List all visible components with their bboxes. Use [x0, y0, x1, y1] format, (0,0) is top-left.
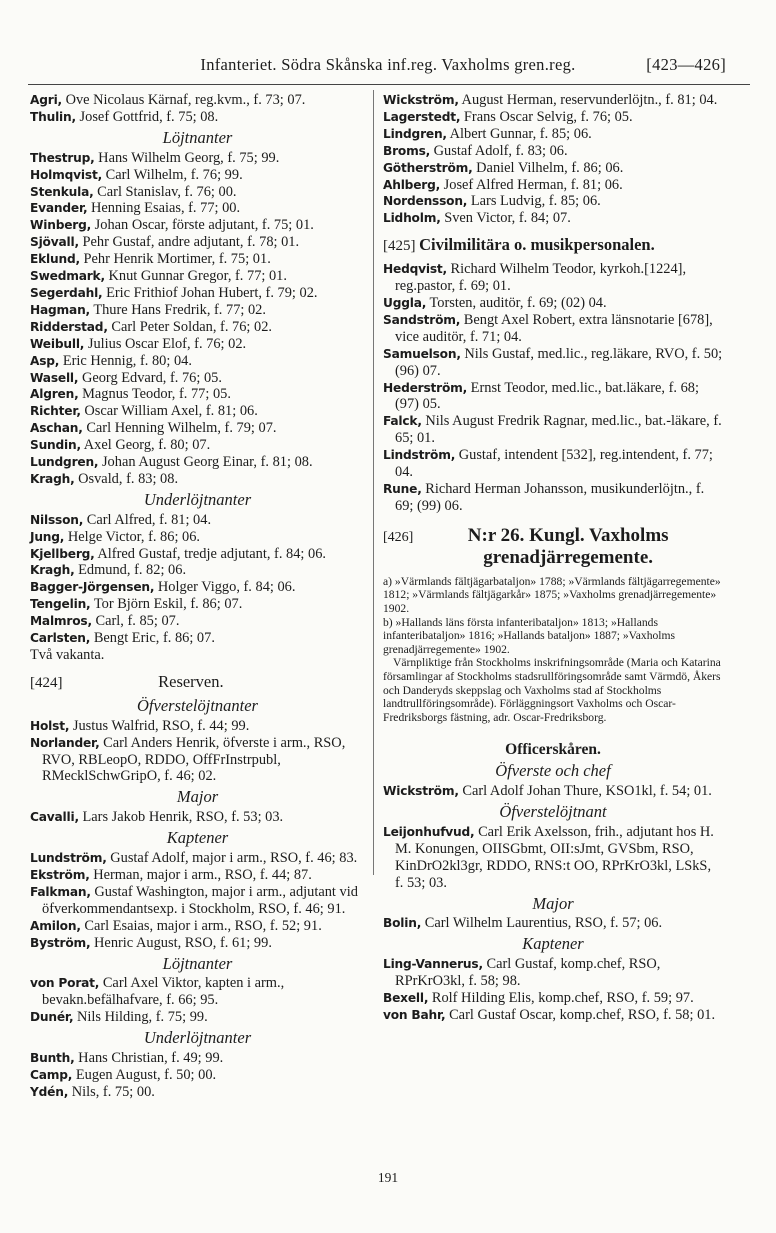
entry-surname: Nilsson,: [30, 512, 84, 527]
roster-entry: [383, 109, 723, 126]
entry-details: Helge Victor, f. 86; 06.: [64, 528, 201, 545]
entry-surname: Nordensson,: [383, 194, 468, 209]
roster-entry: [383, 824, 723, 892]
entry-details: Carl Gustaf, komp.chef, RSO, RPrKrO3kl, f. 58; 98.: [395, 956, 661, 990]
entry-surname: Ridderstad,: [30, 319, 108, 334]
entry-surname: Leijonhufvud,: [383, 824, 475, 839]
roster-entry: [383, 990, 723, 1007]
entry-details: Gustaf Adolf, f. 83; 06.: [430, 142, 568, 159]
section-number: [426]: [383, 529, 414, 545]
entry-surname: Byström,: [30, 935, 91, 950]
entry-surname: von Porat,: [30, 976, 100, 991]
entry-details: Gustaf Washington, major i arm., adjutant vid öfverkommendantsexp. i Stockholm, RSO, f. 46; 91.: [42, 883, 358, 917]
section-reserven: [30, 671, 365, 692]
entry-details: Georg Edvard, f. 76; 05.: [78, 369, 222, 386]
roster-entry: [383, 193, 723, 210]
roster-entry: [30, 562, 365, 579]
entry-details: Albert Gunnar, f. 85; 06.: [446, 125, 592, 142]
heading-lojtnanter: Löjtnanter: [162, 127, 233, 147]
officers-title: Officerskåren.: [505, 741, 601, 759]
entry-surname: Kjellberg,: [30, 546, 95, 561]
entry-surname: Algren,: [30, 387, 79, 402]
section-title: Reserven.: [158, 671, 224, 691]
entry-details: Lars Ludvig, f. 85; 06.: [467, 193, 601, 210]
entry-surname: Wasell,: [30, 370, 79, 385]
entry-surname: Wickström,: [383, 93, 459, 107]
entry-surname: Segerdahl,: [30, 285, 103, 300]
entry-surname: Rune,: [383, 481, 422, 496]
entry-details: Hans Wilhelm Georg, f. 75; 99.: [94, 149, 280, 166]
entry-surname: Bagger-Jörgensen,: [30, 580, 155, 595]
entry-details: August Herman, reservunderlöjtn., f. 81; 04.: [458, 92, 718, 108]
entry-details: Johan Oscar, förste adjutant, f. 75; 01.: [91, 217, 314, 234]
entry-details: Daniel Vilhelm, f. 86; 06.: [472, 159, 624, 176]
header-rule: [28, 84, 750, 85]
entry-details: Henning Esaias, f. 77; 00.: [87, 200, 241, 217]
entry-surname: Norlander,: [30, 735, 100, 750]
heading-underlojtnanter-reserve: Underlöjtnanter: [143, 1028, 252, 1048]
entry-surname: Bunth,: [30, 1051, 75, 1066]
entry-list: [383, 824, 723, 892]
roster-entry: [383, 295, 723, 312]
roster-entry: [30, 1009, 365, 1026]
entry-surname: Malmros,: [30, 614, 92, 629]
entry-surname: Aschan,: [30, 421, 83, 436]
entry-surname: Hagman,: [30, 302, 90, 317]
page-number: 191: [377, 1170, 399, 1185]
heading-ofverstelojtnant: Öfverstelöjtnant: [499, 802, 607, 821]
roster-entry: [30, 234, 365, 251]
entry-details: Josef Gottfrid, f. 75; 08.: [75, 108, 219, 125]
roster-entry: [30, 353, 365, 370]
entry-details: Axel Georg, f. 80; 07.: [80, 437, 211, 454]
roster-entry: [30, 596, 365, 613]
entry-details: Josef Alfred Herman, f. 81; 06.: [440, 176, 623, 193]
entry-surname: Falkman,: [30, 884, 91, 899]
entry-list: [383, 261, 723, 515]
entry-details: Carl Esaias, major i arm., RSO, f. 52; 91.: [80, 917, 322, 934]
roster-entry: [383, 956, 723, 990]
entry-surname: Agri,: [30, 93, 62, 107]
header-title: Infanteriet. Södra Skånska inf.reg. Vaxholms gren.reg.: [200, 55, 576, 74]
roster-entry: [30, 302, 365, 319]
roster-entry: [30, 735, 365, 786]
column-divider: [373, 90, 374, 875]
roster-entry: [30, 630, 365, 647]
entry-surname: Lagerstedt,: [383, 109, 461, 124]
roster-entry: [30, 403, 365, 420]
roster-entry: [383, 346, 723, 380]
heading-kaptener: Kaptener: [166, 828, 229, 848]
regiment-heading: [383, 525, 723, 569]
roster-entry: [30, 285, 365, 302]
running-header: [28, 55, 748, 75]
entry-details: Nils Hilding, f. 75; 99.: [73, 1009, 208, 1026]
heading-kaptener: Kaptener: [522, 934, 584, 954]
roster-entry: [30, 251, 365, 268]
roster-entry: [30, 184, 365, 201]
entry-surname: Wickström,: [383, 784, 459, 799]
entry-details: Carl Adolf Johan Thure, KSO1kl, f. 54; 01.: [458, 783, 712, 800]
entry-details: Eugen August, f. 50; 00.: [72, 1066, 217, 1083]
roster-entry: [30, 150, 365, 167]
entry-details: Henric August, RSO, f. 61; 99.: [90, 934, 272, 951]
entry-surname: Sjövall,: [30, 235, 79, 250]
entry-surname: Holmqvist,: [30, 167, 103, 182]
entry-surname: Samuelson,: [383, 346, 461, 361]
vakanta-note: Två vakanta.: [30, 647, 105, 663]
entry-surname: Cavalli,: [30, 810, 79, 825]
entry-list: [30, 809, 365, 826]
entry-surname: Lundgren,: [30, 455, 99, 470]
entry-details: Knut Gunnar Gregor, f. 77; 01.: [104, 268, 287, 285]
entry-list: [383, 92, 723, 227]
entry-surname: Hedqvist,: [383, 262, 447, 277]
entry-list: [30, 512, 365, 647]
entry-details: Carl Wilhelm Laurentius, RSO, f. 57; 06.: [421, 915, 663, 932]
roster-entry: [30, 109, 365, 126]
roster-entry: [30, 386, 365, 403]
entry-details: Carl Gustaf Oscar, komp.chef, RSO, f. 58; 01.: [445, 1006, 716, 1023]
entry-surname: Ekström,: [30, 867, 90, 882]
roster-entry: [30, 1050, 365, 1067]
entry-details: Johan August Georg Einar, f. 81; 08.: [98, 454, 313, 471]
history-b: b) »Hallands läns första infanteribataljon» 1813; »Hallands infanteribataljon» 1816; »Hallands bataljon» 1887; »Vaxholms grenadjärregemente» 1902.: [383, 615, 676, 656]
roster-entry: [30, 867, 365, 884]
entry-surname: Thestrup,: [30, 150, 95, 165]
entry-details: Hans Christian, f. 49; 99.: [74, 1050, 224, 1067]
heading-lojtnanter-reserve: Löjtnanter: [162, 953, 233, 973]
entry-surname: Uggla,: [383, 295, 427, 310]
entry-details: Pehr Henrik Mortimer, f. 75; 01.: [79, 251, 271, 268]
roster-entry: [30, 454, 365, 471]
entry-details: Carl Erik Axelsson, frih., adjutant hos H. M. Konungen, OIISGbmt, OII:sJmt, GVSbm, RSO, KinDrO2kl3gr, RDDO, RNS:t OO, RPrKrO3kl, LSkS, f. 53; 03.: [395, 823, 714, 891]
heading-ofverste: Öfverste och chef: [495, 761, 611, 781]
entry-surname: Evander,: [30, 201, 88, 216]
roster-entry: [30, 437, 365, 454]
entry-list: [30, 92, 365, 126]
entry-details: Holger Viggo, f. 84; 06.: [154, 579, 296, 596]
roster-entry: [383, 261, 723, 295]
entry-surname: Lundström,: [30, 851, 107, 866]
roster-entry: [30, 529, 365, 546]
entry-surname: Weibull,: [30, 336, 85, 351]
entry-list: [30, 1050, 365, 1101]
roster-entry: [30, 167, 365, 184]
entry-surname: Asp,: [30, 353, 60, 368]
roster-entry: [30, 217, 365, 234]
heading-major: Major: [532, 893, 574, 913]
roster-entry: [383, 210, 723, 227]
entry-details: Eric Frithiof Johan Hubert, f. 79; 02.: [102, 284, 318, 301]
roster-entry: [383, 177, 723, 194]
section-civilmilitara: [383, 237, 723, 255]
entry-list: [30, 150, 365, 488]
entry-details: Alfred Gustaf, tredje adjutant, f. 84; 06.: [94, 545, 326, 562]
roster-entry: [30, 809, 365, 826]
roster-entry: [30, 1084, 365, 1101]
entry-details: Rolf Hilding Elis, komp.chef, RSO, f. 59; 97.: [428, 990, 694, 1007]
roster-entry: [30, 512, 365, 529]
entry-surname: Thulin,: [30, 109, 76, 124]
heading-underlojtnanter: Underlöjtnanter: [143, 489, 252, 509]
entry-surname: Götherström,: [383, 160, 473, 175]
entry-details: Pehr Gustaf, andre adjutant, f. 78; 01.: [78, 234, 300, 251]
entry-surname: Lindström,: [383, 448, 456, 463]
entry-details: Richard Wilhelm Teodor, kyrkoh.[1224], reg.pastor, f. 69; 01.: [395, 261, 687, 295]
roster-entry: [30, 1067, 365, 1084]
entry-details: Carl, f. 85; 07.: [91, 613, 180, 630]
entry-surname: Lidholm,: [383, 211, 441, 226]
roster-entry: [383, 915, 723, 932]
entry-surname: Sundin,: [30, 438, 81, 453]
entry-surname: Bexell,: [383, 991, 429, 1006]
roster-entry: [30, 200, 365, 217]
roster-entry: [30, 579, 365, 596]
roster-entry: [383, 143, 723, 160]
entry-details: Ernst Teodor, med.lic., bat.läkare, f. 68; (97) 05.: [395, 379, 699, 413]
entry-list: [30, 718, 365, 786]
entry-surname: Hederström,: [383, 380, 468, 395]
entry-details: Nils August Fredrik Ragnar, med.lic., bat.-läkare, f. 65; 01.: [395, 413, 722, 447]
entry-details: Herman, major i arm., RSO, f. 44; 87.: [89, 866, 312, 883]
section-title: Civilmilitära o. musikpersonalen.: [419, 235, 655, 255]
entry-surname: Ahlberg,: [383, 177, 441, 192]
roster-entry: [30, 718, 365, 735]
regiment-title-line1: N:r 26. Kungl. Vaxholms: [467, 524, 669, 546]
heading-major: Major: [176, 787, 219, 807]
roster-entry: [30, 420, 365, 437]
entry-surname: Eklund,: [30, 252, 80, 267]
roster-entry: [383, 92, 723, 109]
entry-details: Frans Oscar Selvig, f. 76; 05.: [460, 108, 633, 125]
entry-details: Lars Jakob Henrik, RSO, f. 53; 03.: [78, 809, 284, 826]
entry-details: Sven Victor, f. 84; 07.: [440, 210, 571, 227]
entry-details: Thure Hans Fredrik, f. 77; 02.: [89, 301, 266, 318]
entry-details: Richard Herman Johansson, musikunderlöjtn., f. 69; (99) 06.: [395, 480, 705, 514]
roster-entry: [30, 935, 365, 952]
roster-entry: [30, 370, 365, 387]
roster-entry: [383, 312, 723, 346]
roster-entry: [383, 783, 723, 800]
history-recruitment: Värnpliktige från Stockholms inskrifningsområde (Maria och Katarina församlingar af Stockholms stadsrullföringsområde samt Värmdö, Åkers och Danderyds skeppslag och Vaxholms stad af Stockholms landtrullföringsområde). Förläggningsort Vaxholms och Oscar-Fredriksborgs fästning, adr. Oscar-Fredriksborg.: [383, 656, 721, 724]
entry-list: [30, 850, 365, 951]
entry-details: Torsten, auditör, f. 69; (02) 04.: [426, 294, 607, 311]
entry-details: Bengt Axel Robert, extra länsnotarie [678], vice auditör, f. 71; 04.: [395, 311, 713, 345]
regiment-title-line2: grenadjärregemente.: [483, 546, 654, 568]
entry-details: Julius Oscar Elof, f. 76; 02.: [84, 335, 247, 352]
entry-surname: Ydén,: [30, 1084, 69, 1099]
entry-surname: Camp,: [30, 1067, 73, 1082]
entry-surname: Richter,: [30, 404, 81, 419]
entry-surname: Dunér,: [30, 1010, 74, 1025]
roster-entry: [30, 613, 365, 630]
left-column: [30, 92, 365, 1101]
entry-surname: Sandström,: [383, 312, 461, 327]
entry-details: Nils Gustaf, med.lic., reg.läkare, RVO, f. 50; (96) 07.: [395, 345, 723, 379]
entry-surname: Jung,: [30, 529, 65, 544]
roster-entry: [30, 336, 365, 353]
roster-entry: [383, 126, 723, 143]
roster-entry: [383, 413, 723, 447]
entry-list: [383, 915, 723, 932]
entry-surname: Kragh,: [30, 563, 75, 578]
entry-details: Magnus Teodor, f. 77; 05.: [78, 386, 231, 403]
heading-ofverstelojtnanter: Öfverstelöjtnanter: [137, 695, 258, 715]
entry-surname: Carlsten,: [30, 631, 91, 646]
entry-details: Carl Axel Viktor, kapten i arm., bevakn.befälhafvare, f. 66; 95.: [42, 975, 285, 1009]
entry-surname: Holst,: [30, 718, 70, 733]
entry-details: Eric Hennig, f. 80; 04.: [59, 352, 192, 369]
roster-entry: [30, 471, 365, 488]
entry-details: Carl Henning Wilhelm, f. 79; 07.: [82, 420, 277, 437]
entry-details: Ove Nicolaus Kärnaf, reg.kvm., f. 73; 07.: [61, 92, 306, 108]
roster-entry: [30, 546, 365, 563]
entry-surname: Tengelin,: [30, 597, 91, 612]
entry-surname: von Bahr,: [383, 1007, 446, 1022]
roster-entry: [383, 1007, 723, 1024]
entry-surname: Kragh,: [30, 471, 75, 486]
right-column: [383, 92, 723, 1024]
roster-entry: [383, 447, 723, 481]
roster-entry: [30, 918, 365, 935]
roster-entry: [30, 92, 365, 109]
entry-surname: Amilon,: [30, 918, 81, 933]
entry-surname: Broms,: [383, 143, 431, 158]
roster-entry: [383, 380, 723, 414]
entry-details: Carl Stanislav, f. 76; 00.: [93, 183, 237, 200]
entry-details: Bengt Eric, f. 86; 07.: [90, 630, 215, 647]
entry-list: [383, 956, 723, 1024]
entry-details: Oscar William Axel, f. 81; 06.: [80, 403, 258, 420]
roster-entry: [30, 884, 365, 918]
entry-list: [383, 783, 723, 800]
roster-entry: [30, 319, 365, 336]
entry-details: Carl Anders Henrik, öfverste i arm., RSO, RVO, RBLeopO, RDDO, OffFrInstrpubl, RMecklSchwGripO, f. 46; 02.: [42, 734, 346, 785]
entry-surname: Swedmark,: [30, 269, 105, 284]
entry-list: [30, 975, 365, 1026]
entry-surname: Bolin,: [383, 916, 422, 931]
history-a: a) »Värmlands fältjägarbataljon» 1788; »Värmlands fältjägarregemente» 1812; »Värmlands fältjägarkår» 1875; »Vaxholms grenadjärregemente» 1902.: [383, 574, 721, 615]
entry-surname: Ling-Vannerus,: [383, 957, 483, 972]
entry-details: Carl Alfred, f. 81; 04.: [83, 511, 212, 528]
section-number: [424]: [30, 674, 63, 691]
entry-details: Tor Björn Eskil, f. 86; 07.: [90, 596, 243, 613]
entry-details: Carl Peter Soldan, f. 76; 02.: [107, 318, 273, 335]
entry-surname: Falck,: [383, 414, 422, 429]
entry-details: Nils, f. 75; 00.: [68, 1083, 155, 1100]
entry-surname: Lindgren,: [383, 126, 447, 141]
section-number: [425]: [383, 238, 416, 255]
roster-entry: [30, 850, 365, 867]
entry-surname: Winberg,: [30, 218, 92, 233]
roster-entry: [30, 268, 365, 285]
entry-details: Osvald, f. 83; 08.: [74, 470, 179, 487]
entry-details: Justus Walfrid, RSO, f. 44; 99.: [69, 717, 250, 734]
roster-entry: [383, 160, 723, 177]
entry-surname: Stenkula,: [30, 184, 94, 199]
entry-details: Edmund, f. 82; 06.: [74, 562, 187, 579]
entry-details: Gustaf, intendent [532], reg.intendent, f. 77; 04.: [395, 447, 713, 481]
roster-entry: [30, 975, 365, 1009]
roster-entry: [383, 481, 723, 515]
header-range: [423—426]: [646, 55, 726, 74]
entry-details: Carl Wilhelm, f. 76; 99.: [102, 166, 243, 183]
entry-details: Gustaf Adolf, major i arm., RSO, f. 46; 83.: [106, 850, 358, 867]
